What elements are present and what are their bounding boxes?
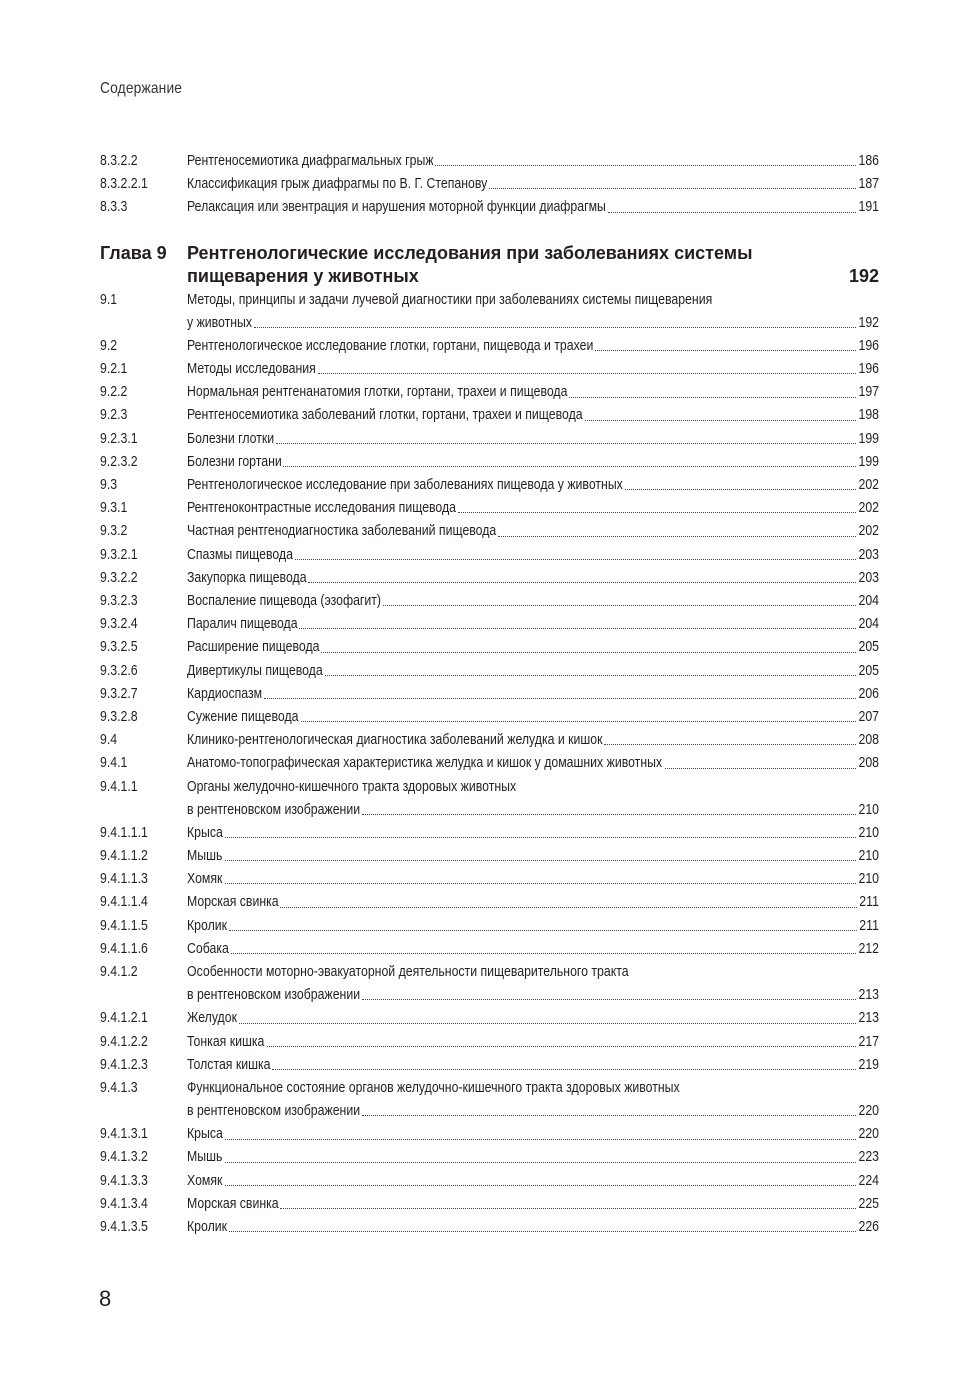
toc-entry[interactable] bbox=[100, 728, 879, 751]
toc-entry[interactable] bbox=[100, 450, 879, 473]
dot-leader bbox=[383, 604, 857, 606]
toc-entry[interactable] bbox=[100, 1030, 879, 1053]
entry-title: Закупорка пищевода bbox=[187, 568, 307, 586]
entry-number: 9.1 bbox=[100, 290, 118, 308]
chapter-title-block bbox=[187, 242, 879, 288]
toc-entry[interactable] bbox=[100, 473, 879, 496]
toc-entry[interactable] bbox=[100, 890, 879, 913]
entry-number: 8.3.2.2.1 bbox=[100, 175, 148, 193]
entry-page-number: 186 bbox=[858, 151, 879, 169]
toc-entry[interactable] bbox=[100, 659, 879, 682]
entry-number: 9.4.1.2.3 bbox=[100, 1055, 148, 1073]
running-head: Содержание bbox=[100, 80, 183, 97]
toc-entry[interactable] bbox=[100, 960, 879, 1006]
page-number-folio: 8 bbox=[99, 1286, 112, 1311]
entry-page-number: 199 bbox=[858, 452, 879, 470]
entry-title-continuation: в рентгеновском изображении bbox=[187, 1102, 361, 1120]
dot-leader bbox=[362, 1114, 856, 1116]
entry-title: Морская свинка bbox=[187, 1194, 279, 1212]
section-gap bbox=[100, 219, 879, 242]
entry-title: Органы желудочно-кишечного тракта здоровых животных bbox=[187, 777, 517, 795]
entry-page-number: 210 bbox=[858, 800, 879, 818]
chapter-label: Глава 9 bbox=[100, 242, 167, 263]
entry-title: Кролик bbox=[187, 1218, 228, 1236]
toc-entry[interactable] bbox=[100, 867, 879, 890]
entry-number: 9.4.1.1.5 bbox=[100, 916, 148, 934]
dot-leader bbox=[585, 419, 856, 421]
entry-title: Функциональное состояние органов желудочно-кишечного тракта здоровых животных bbox=[187, 1078, 680, 1096]
table-of-contents bbox=[100, 149, 879, 1238]
toc-entry[interactable] bbox=[100, 543, 879, 566]
entry-page-number: 204 bbox=[858, 591, 879, 609]
entry-title: Воспаление пищевода (эзофагит) bbox=[187, 591, 382, 609]
toc-entry[interactable] bbox=[100, 589, 879, 612]
entry-page-number: 213 bbox=[858, 986, 879, 1004]
entry-title: Кардиоспазм bbox=[187, 684, 263, 702]
entry-title: Хомяк bbox=[187, 870, 223, 888]
entry-page-number: 211 bbox=[859, 893, 879, 911]
entry-title: Клинико-рентгенологическая диагностика заболеваний желудка и кишок bbox=[187, 731, 603, 749]
entry-number: 9.4.1.3.5 bbox=[100, 1218, 148, 1236]
toc-entry[interactable] bbox=[100, 1215, 879, 1238]
entry-number: 9.3 bbox=[100, 476, 118, 494]
entry-title: Рентгеносемиотика заболеваний глотки, гортани, трахеи и пищевода bbox=[187, 406, 583, 424]
entry-title: Классификация грыж диафрагмы по В. Г. Степанову bbox=[187, 175, 488, 193]
entry-number: 9.4 bbox=[100, 731, 118, 749]
entry-number: 9.3.2.8 bbox=[100, 707, 138, 725]
entry-number: 9.4.1.3.3 bbox=[100, 1171, 148, 1189]
entry-number: 9.2.3.2 bbox=[100, 452, 138, 470]
entry-title: Нормальная рентгенанатомия глотки, гортани, трахеи и пищевода bbox=[187, 383, 568, 401]
dot-leader bbox=[283, 465, 856, 467]
entry-title: Методы исследования bbox=[187, 360, 316, 378]
entry-page-number: 211 bbox=[859, 916, 879, 934]
entry-page-number: 210 bbox=[858, 870, 879, 888]
toc-entry[interactable] bbox=[100, 1076, 879, 1122]
toc-entry[interactable] bbox=[100, 612, 879, 635]
entry-page-number: 202 bbox=[858, 499, 879, 517]
dot-leader bbox=[254, 326, 856, 328]
entry-number: 9.4.1.1.2 bbox=[100, 847, 148, 865]
toc-entry[interactable] bbox=[100, 172, 879, 195]
entry-number: 9.3.2.3 bbox=[100, 591, 138, 609]
dot-leader bbox=[665, 767, 857, 769]
entry-title: Особенности моторно-эвакуаторной деятельности пищеварительного тракта bbox=[187, 963, 629, 980]
entry-page-number: 198 bbox=[858, 406, 879, 424]
entry-title-continuation: в рентгеновском изображении bbox=[187, 986, 361, 1004]
entry-page-number: 205 bbox=[858, 638, 879, 656]
dot-leader bbox=[489, 187, 856, 189]
entry-title: Тонкая кишка bbox=[187, 1032, 265, 1050]
entry-title: Кролик bbox=[187, 916, 228, 934]
entry-page-number: 212 bbox=[858, 939, 879, 957]
toc-entry[interactable] bbox=[100, 635, 879, 658]
entry-page-number: 187 bbox=[858, 175, 879, 193]
entry-title: Рентгенологическое исследование глотки, гортани, пищевода и трахеи bbox=[187, 336, 594, 354]
toc-entry[interactable] bbox=[100, 1006, 879, 1029]
dot-leader bbox=[225, 859, 857, 861]
entry-page-number: 202 bbox=[858, 522, 879, 540]
toc-entry[interactable] bbox=[100, 705, 879, 728]
entry-page-number: 205 bbox=[858, 661, 879, 679]
dot-leader bbox=[308, 581, 856, 583]
entry-number: 9.4.1.3 bbox=[100, 1078, 138, 1096]
toc-entry[interactable] bbox=[100, 380, 879, 403]
dot-leader bbox=[239, 1022, 857, 1024]
toc-entry[interactable] bbox=[100, 404, 879, 427]
dot-leader bbox=[280, 1207, 856, 1209]
entry-page-number: 191 bbox=[858, 198, 879, 216]
entry-page-number: 213 bbox=[858, 1009, 879, 1027]
entry-number: 9.2.3 bbox=[100, 406, 128, 424]
entry-number: 9.4.1 bbox=[100, 754, 128, 772]
chapter-title-line2-row bbox=[187, 265, 879, 288]
entry-number: 9.2.3.1 bbox=[100, 429, 138, 447]
toc-entry[interactable] bbox=[100, 288, 879, 334]
dot-leader bbox=[625, 488, 856, 490]
dot-leader bbox=[362, 998, 856, 1000]
entry-title: Крыса bbox=[187, 1125, 223, 1143]
entry-page-number: 226 bbox=[858, 1218, 879, 1236]
dot-leader bbox=[608, 211, 857, 213]
dot-leader bbox=[225, 836, 857, 838]
entry-number: 9.4.1.2.2 bbox=[100, 1032, 148, 1050]
entry-number: 9.3.2.7 bbox=[100, 684, 138, 702]
entry-title: Крыса bbox=[187, 823, 223, 841]
toc-entry[interactable] bbox=[100, 751, 879, 774]
entry-title: Дивертикулы пищевода bbox=[187, 661, 323, 679]
entry-number: 9.4.1.1.4 bbox=[100, 893, 148, 911]
toc-entry[interactable] bbox=[100, 1169, 879, 1192]
dot-leader bbox=[604, 743, 856, 745]
entry-number: 8.3.2.2 bbox=[100, 151, 138, 169]
dot-leader bbox=[225, 882, 857, 884]
dot-leader bbox=[225, 1161, 857, 1163]
toc-entry[interactable] bbox=[100, 1192, 879, 1215]
entry-number: 9.3.2.1 bbox=[100, 545, 138, 563]
chapter-page-number: 192 bbox=[848, 265, 879, 286]
entry-page-number: 224 bbox=[858, 1171, 879, 1189]
entry-title-continuation: у животных bbox=[187, 313, 253, 331]
entry-title: Болезни глотки bbox=[187, 429, 275, 447]
toc-entries-before bbox=[100, 149, 879, 219]
entry-number: 9.4.1.1.6 bbox=[100, 939, 148, 957]
dot-leader bbox=[267, 1045, 857, 1047]
toc-entry[interactable] bbox=[100, 1053, 879, 1076]
entry-page-number: 203 bbox=[858, 568, 879, 586]
dot-leader bbox=[264, 697, 857, 699]
toc-entry[interactable] bbox=[100, 821, 879, 844]
entry-number: 9.3.2 bbox=[100, 522, 128, 540]
entry-page-number: 197 bbox=[858, 383, 879, 401]
entry-title: Спазмы пищевода bbox=[187, 545, 293, 563]
entry-number: 9.4.1.3.4 bbox=[100, 1194, 148, 1212]
entry-number: 9.4.1.3.1 bbox=[100, 1125, 148, 1143]
entry-number: 9.3.2.6 bbox=[100, 661, 138, 679]
toc-entry[interactable] bbox=[100, 427, 879, 450]
entry-page-number: 206 bbox=[858, 684, 879, 702]
entry-title: Рентгеноконтрастные исследования пищевода bbox=[187, 499, 457, 517]
entry-page-number: 202 bbox=[858, 476, 879, 494]
dot-leader bbox=[276, 442, 856, 444]
toc-entry[interactable] bbox=[100, 334, 879, 357]
chapter-heading[interactable] bbox=[100, 242, 879, 288]
toc-entry[interactable] bbox=[100, 195, 879, 218]
dot-leader bbox=[299, 627, 856, 629]
dot-leader bbox=[569, 396, 856, 398]
toc-entry[interactable] bbox=[100, 844, 879, 867]
dot-leader bbox=[318, 372, 857, 374]
dot-leader bbox=[301, 720, 857, 722]
entry-page-number: 220 bbox=[858, 1102, 879, 1120]
entry-title: Частная рентгенодиагностика заболеваний пищевода bbox=[187, 522, 497, 540]
toc-entry[interactable] bbox=[100, 496, 879, 519]
chapter-title-line1: Рентгенологические исследования при заболеваниях системы bbox=[187, 242, 753, 263]
entry-page-number: 223 bbox=[858, 1148, 879, 1166]
entry-number: 9.4.1.1 bbox=[100, 777, 138, 795]
entry-page-number: 196 bbox=[858, 360, 879, 378]
entry-title: Хомяк bbox=[187, 1171, 223, 1189]
toc-entry[interactable] bbox=[100, 682, 879, 705]
entry-title-continuation: в рентгеновском изображении bbox=[187, 800, 361, 818]
dot-leader bbox=[595, 349, 857, 351]
dot-leader bbox=[231, 952, 857, 954]
dot-leader bbox=[362, 813, 856, 815]
entry-page-number: 204 bbox=[858, 615, 879, 633]
entry-page-number: 208 bbox=[858, 731, 879, 749]
entry-page-number: 199 bbox=[858, 429, 879, 447]
entry-title: Морская свинка bbox=[187, 893, 279, 911]
toc-entry[interactable] bbox=[100, 937, 879, 960]
entry-number: 9.4.1.2.1 bbox=[100, 1009, 148, 1027]
entry-title: Рентгенологическое исследование при заболеваниях пищевода у животных bbox=[187, 476, 623, 494]
entry-page-number: 192 bbox=[858, 313, 879, 331]
toc-entry[interactable] bbox=[100, 519, 879, 542]
entry-number: 9.4.1.1.1 bbox=[100, 823, 148, 841]
dot-leader bbox=[498, 535, 856, 537]
entry-page-number: 219 bbox=[858, 1055, 879, 1073]
entry-number: 9.4.1.1.3 bbox=[100, 870, 148, 888]
entry-title: Толстая кишка bbox=[187, 1055, 271, 1073]
dot-leader bbox=[229, 929, 858, 931]
dot-leader bbox=[280, 906, 857, 908]
entry-title: Анатомо-топографическая характеристика желудка и кишок у домашних животных bbox=[187, 754, 663, 772]
entry-title: Рентгеносемиотика диафрагмальных грыж bbox=[187, 151, 434, 169]
chapter-title-line2: пищеварения у животных bbox=[187, 265, 419, 286]
dot-leader bbox=[225, 1138, 857, 1140]
entry-page-number: 207 bbox=[858, 707, 879, 725]
entry-number: 9.2.2 bbox=[100, 383, 128, 401]
entry-number: 9.3.2.5 bbox=[100, 638, 138, 656]
toc-entry[interactable] bbox=[100, 1122, 879, 1145]
entry-number: 9.4.1.3.2 bbox=[100, 1148, 148, 1166]
entry-title: Релаксация или эвентрация и нарушения моторной функции диафрагмы bbox=[187, 198, 606, 216]
entry-page-number: 225 bbox=[858, 1194, 879, 1212]
entry-title: Методы, принципы и задачи лучевой диагностики при заболеваниях системы пищеварения bbox=[187, 290, 713, 308]
entry-number: 9.2 bbox=[100, 336, 118, 354]
dot-leader bbox=[295, 558, 856, 560]
entry-number: 9.3.1 bbox=[100, 499, 128, 517]
dot-leader bbox=[435, 164, 856, 166]
entry-page-number: 210 bbox=[858, 847, 879, 865]
dot-leader bbox=[225, 1184, 857, 1186]
toc-entry[interactable] bbox=[100, 149, 879, 172]
toc-entry[interactable] bbox=[100, 775, 879, 821]
toc-entry[interactable] bbox=[100, 914, 879, 937]
entry-page-number: 203 bbox=[858, 545, 879, 563]
toc-entries bbox=[100, 288, 879, 1239]
dot-leader bbox=[325, 674, 856, 676]
entry-title: Болезни гортани bbox=[187, 452, 282, 470]
entry-page-number: 217 bbox=[858, 1032, 879, 1050]
entry-title: Мышь bbox=[187, 847, 223, 865]
entry-number: 9.4.1.2 bbox=[100, 963, 138, 980]
entry-number: 9.2.1 bbox=[100, 360, 128, 378]
dot-leader bbox=[321, 651, 856, 653]
entry-title: Собака bbox=[187, 939, 229, 957]
entry-page-number: 208 bbox=[858, 754, 879, 772]
entry-number: 9.3.2.4 bbox=[100, 615, 138, 633]
entry-number: 9.3.2.2 bbox=[100, 568, 138, 586]
dot-leader bbox=[272, 1068, 856, 1070]
entry-title: Желудок bbox=[187, 1009, 237, 1027]
entry-page-number: 210 bbox=[858, 823, 879, 841]
entry-number: 8.3.3 bbox=[100, 198, 128, 216]
toc-entry[interactable] bbox=[100, 566, 879, 589]
entry-page-number: 220 bbox=[858, 1125, 879, 1143]
entry-title: Мышь bbox=[187, 1148, 223, 1166]
dot-leader bbox=[229, 1230, 857, 1232]
dot-leader bbox=[458, 511, 856, 513]
toc-entry[interactable] bbox=[100, 1146, 879, 1169]
entry-title: Расширение пищевода bbox=[187, 638, 320, 656]
entry-title: Паралич пищевода bbox=[187, 615, 298, 633]
toc-entry[interactable] bbox=[100, 357, 879, 380]
entry-page-number: 196 bbox=[858, 336, 879, 354]
entry-title: Сужение пищевода bbox=[187, 707, 299, 725]
